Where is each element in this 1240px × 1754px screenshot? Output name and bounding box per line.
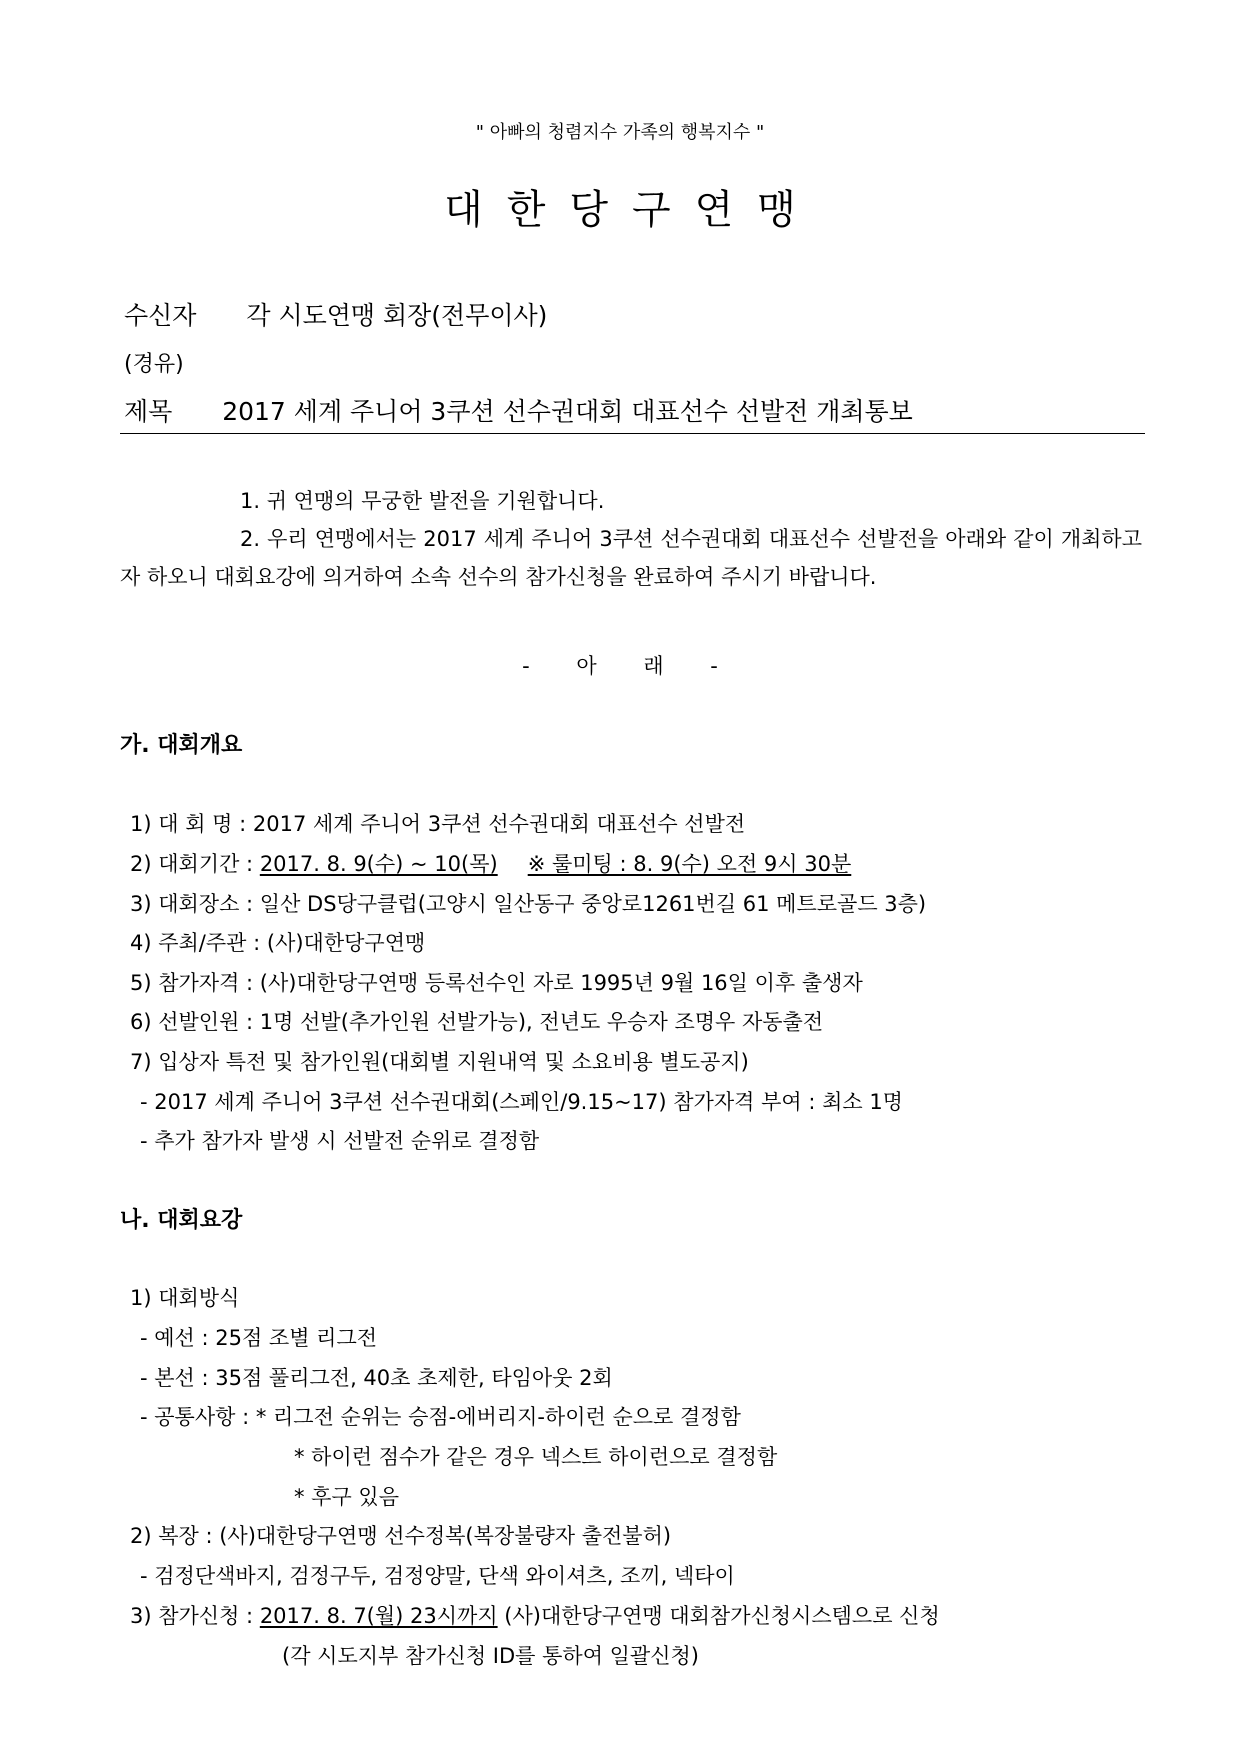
ga-item-1: 1) 대 회 명 : 2017 세계 주니어 3쿠션 선수권대회 대표선수 선발전 — [130, 812, 746, 836]
slogan: " 아빠의 청렴지수 가족의 행복지수 " — [475, 122, 765, 143]
ga-item-2-meeting: ※ 룰미팅 : 8. 9(수) 오전 9시 30분 — [527, 852, 852, 876]
na-item-3-prefix: 3) 참가신청 : — [130, 1604, 260, 1628]
na-item-1a: - 예선 : 25점 조별 리그전 — [140, 1326, 378, 1350]
ga-item-2-dates: 2017. 8. 9(수) ~ 10(목) — [259, 852, 498, 876]
ga-item-2-prefix: 2) 대회기간 : — [130, 852, 260, 876]
ga-item-2 — [130, 848, 851, 878]
na-item-3-suffix: (사)대한당구연맹 대회참가신청시스템으로 신청 — [497, 1604, 940, 1628]
ga-item-3: 3) 대회장소 : 일산 DS당구클럽(고양시 일산동구 중앙로1261번길 61 메트로골드 3층) — [130, 892, 927, 916]
ga-item-5: 5) 참가자격 : (사)대한당구연맹 등록선수인 자로 1995년 9월 16일 이후 출생자 — [130, 971, 863, 995]
subject-label: 제목 — [124, 397, 173, 426]
recipient-value: 각 시도연맹 회장(전무이사) — [246, 301, 548, 330]
section-na-title: 나. 대회요강 — [120, 1208, 243, 1233]
ga-item-7: 7) 입상자 특전 및 참가인원(대회별 지원내역 및 소요비용 별도공지) — [130, 1050, 749, 1074]
na-item-3-deadline: 2017. 8. 7(월) 23시까지 — [259, 1604, 498, 1628]
organization-title: 대한당구연맹 — [444, 187, 820, 233]
subject-value: 2017 세계 주니어 3쿠션 선수권대회 대표선수 선발전 개최통보 — [222, 397, 913, 426]
ga-item-7a: - 2017 세계 주니어 3쿠션 선수권대회(스페인/9.15~17) 참가자격 부여 : 최소 1명 — [140, 1090, 903, 1114]
na-item-2a: - 검정단색바지, 검정구두, 검정양말, 단색 와이셔츠, 조끼, 넥타이 — [140, 1564, 735, 1588]
recipient-label: 수신자 — [124, 301, 197, 330]
ahrae-heading: - 아 래 - — [522, 654, 718, 678]
body-paragraph-2: 2. 우리 연맹에서는 2017 세계 주니어 3쿠션 선수권대회 대표선수 선발전을 아래와 같이 개최하고자 하오니 대회요강에 의거하여 소속 선수의 참가신청을 완료하여 주시기 바랍니다. — [120, 527, 1142, 589]
na-item-1c: - 공통사항 : * 리그전 순위는 승점-에버리지-하이런 순으로 결정함 — [140, 1405, 741, 1429]
subject-line — [124, 392, 913, 428]
na-item-3a: (각 시도지부 참가신청 ID를 통하여 일괄신청) — [282, 1644, 699, 1668]
ga-item-4: 4) 주최/주관 : (사)대한당구연맹 — [130, 931, 426, 955]
recipient-line — [124, 296, 547, 332]
na-item-1e: * 후구 있음 — [294, 1485, 399, 1509]
na-item-3 — [130, 1600, 940, 1630]
section-ga-title: 가. 대회개요 — [120, 733, 243, 758]
body-paragraph-1: 1. 귀 연맹의 무궁한 발전을 기원합니다. — [240, 489, 605, 513]
via-label: (경유) — [124, 352, 184, 377]
na-item-1b: - 본선 : 35점 풀리그전, 40초 초제한, 타임아웃 2회 — [140, 1366, 613, 1390]
ga-item-6: 6) 선발인원 : 1명 선발(추가인원 선발가능), 전년도 우승자 조명우 자동출전 — [130, 1010, 824, 1034]
na-item-1d: * 하이런 점수가 같은 경우 넥스트 하이런으로 결정함 — [294, 1445, 778, 1469]
ga-item-7b: - 추가 참가자 발생 시 선발전 순위로 결정함 — [140, 1129, 540, 1153]
na-item-2: 2) 복장 : (사)대한당구연맹 선수정복(복장불량자 출전불허) — [130, 1524, 672, 1548]
header-divider — [120, 433, 1145, 434]
body-paragraphs — [120, 482, 1142, 596]
na-item-1: 1) 대회방식 — [130, 1286, 240, 1310]
